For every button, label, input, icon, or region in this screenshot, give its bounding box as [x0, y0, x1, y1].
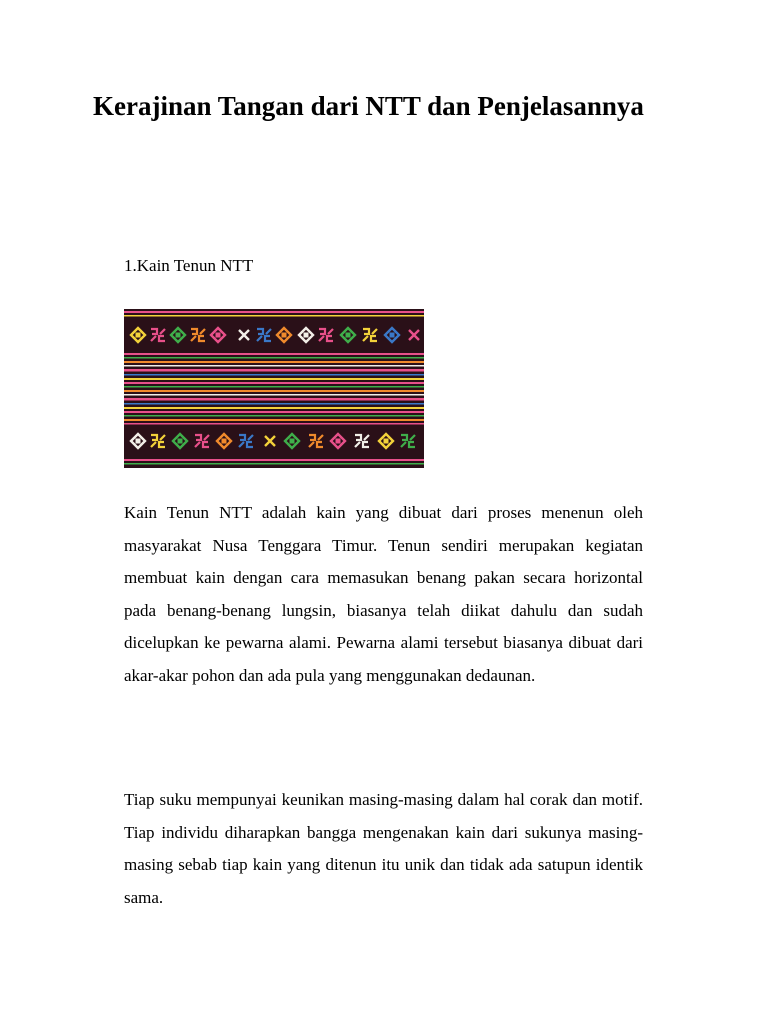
- page-title: Kerajinan Tangan dari NTT dan Penjelasannya: [93, 91, 644, 121]
- paragraph-uniqueness: Tiap suku mempunyai keunikan masing-masing dalam hal corak dan motif. Tiap individu diharapkan bangga mengenakan kain dari sukunya masing-masing sebab tiap kain yang ditenun itu unik dan tidak ada satupun identik sama.: [124, 790, 643, 907]
- woven-fabric-image: [124, 309, 424, 468]
- paragraph-description: Kain Tenun NTT adalah kain yang dibuat dari proses menenun oleh masyarakat Nusa Tenggara Timur. Tenun sendiri merupakan kegiatan membuat kain dengan cara memasukan benang pakan secara horizontal pada benang-benang lungsin, biasanya telah diikat dahulu dan sudah dicelupkan ke pewarna alami. Pewarna alami tersebut biasanya dibuat dari akar-akar pohon dan ada pula yang menggunakan dedaunan.: [124, 503, 643, 685]
- section-heading: 1.Kain Tenun NTT: [124, 256, 254, 275]
